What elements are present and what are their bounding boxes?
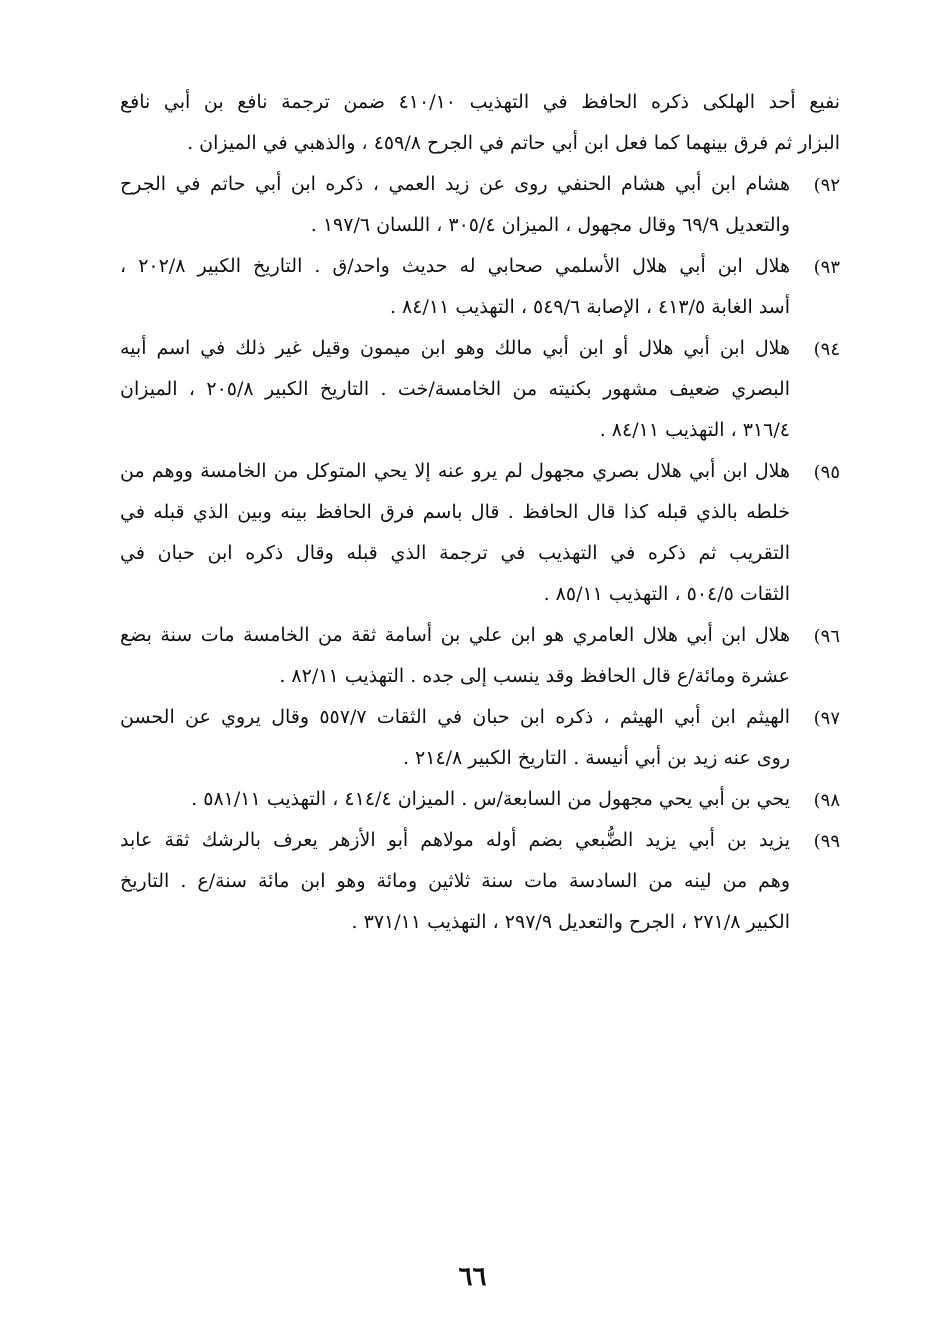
footnotes-block [120,85,840,946]
entry-96 [120,618,840,700]
text-line: يزيد بن أبي يزيد الضُّبعي بضم أوله مولاهم أبو الأزهر يعرف بالرشك ثقة عابد [120,829,790,851]
entry-97 [120,700,840,782]
text-line: ٣١٦/٤ ، التهذيب ٨٤/١١ . [599,419,790,441]
entry-93 [120,249,840,331]
text-line: روى عنه زيد بن أبي أنيسة . التاريخ الكبير ٢١٤/٨ . [402,747,790,769]
entry-99 [120,823,840,946]
text-line: الهيثم ابن أبي الهيثم ، ذكره ابن حبان في الثقات ٥٥٧/٧ وقال يروي عن الحسن [120,706,791,728]
entry-92 [120,167,840,249]
entry-number: ٩٧) [813,708,840,729]
entry-95 [120,454,840,618]
text-line: الكبير ٢٧١/٨ ، الجرح والتعديل ٢٩٧/٩ ، التهذيب ٣٧١/١١ . [351,911,790,933]
entry-number: ٩٣) [813,257,840,278]
text-line: هلال ابن أبي هلال العامري هو ابن علي بن أسامة ثقة من الخامسة مات سنة بضع [120,624,790,646]
entry-number: ٩٩) [813,831,840,852]
text-line: الثقات ٥٠٤/٥ ، التهذيب ٨٥/١١ . [543,583,790,605]
text-line: البزار ثم فرق بينهما كما فعل ابن أبي حاتم في الجرح ٤٥٩/٨ ، والذهبي في الميزان . [187,132,840,154]
text-line: هلال ابن أبي هلال بصري مجهول لم يرو عنه إلا يحي المتوكل من الخامسة ووهم من [120,460,790,482]
entry-number: ٩٦) [813,626,840,647]
text-line: عشرة ومائة/ع قال الحافظ وقد ينسب إلى جده . التهذيب ٨٢/١١ . [279,665,790,687]
text-line: البصري ضعيف مشهور بكنيته من الخامسة/خت . التاريخ الكبير ٢٠٥/٨ ، الميزان [120,378,791,400]
entry-94 [120,331,840,454]
text-line: أسد الغابة ٤١٣/٥ ، الإصابة ٥٤٩/٦ ، التهذيب ٨٤/١١ . [389,296,790,318]
text-line: هلال ابن أبي هلال الأسلمي صحابي له حديث واحد/ق . التاريخ الكبير ٢٠٢/٨ ، [120,255,791,277]
text-line: نفيع أحد الهلكى ذكره الحافظ في التهذيب ٤١٠/١٠ ضمن ترجمة نافع بن أبي نافع [120,91,840,113]
page-number: ٦٦ [458,1262,487,1292]
text-line: خلطه بالذي قبله كذا قال الحافظ . قال باسم فرق الحافظ بينه وبين الذي قبله في [120,501,790,523]
text-line: والتعديل ٦٩/٩ وقال مجهول ، الميزان ٣٠٥/٤ ، اللسان ١٩٧/٦ . [310,214,790,236]
text-line: التقريب ثم ذكره في التهذيب في ترجمة الذي قبله وقال ذكره ابن حبان في [120,542,790,564]
text-line: هلال ابن أبي هلال أو ابن أبي مالك وهو ابن ميمون وقيل غير ذلك في اسم أبيه [120,337,790,359]
text-line: يحي بن أبي يحي مجهول من السابعة/س . الميزان ٤١٤/٤ ، التهذيب ٥٨١/١١ . [191,788,790,810]
entry-number: ٩٢) [813,175,840,196]
entry-number: ٩٨) [813,790,840,811]
text-line: وهم من لينه من السادسة مات سنة ثلاثين ومائة وهو ابن مائة سنة/ع . التاريخ [120,870,790,892]
entry-number: ٩٤) [813,339,840,360]
continued-entry [120,85,840,167]
text-line: هشام ابن أبي هشام الحنفي روى عن زيد العمي ، ذكره ابن أبي حاتم في الجرح [120,173,790,195]
entry-number: ٩٥) [813,462,840,483]
entry-98 [120,782,840,823]
